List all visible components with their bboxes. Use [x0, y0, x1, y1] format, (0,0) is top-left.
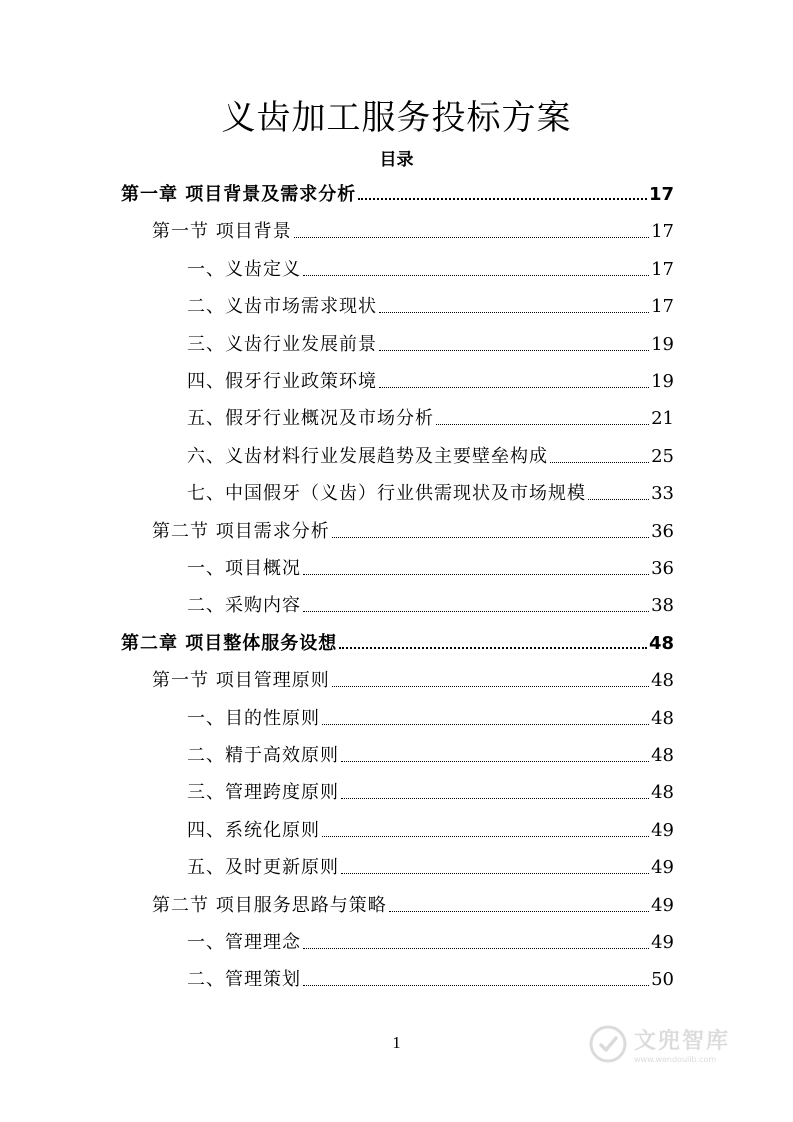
toc-entry[interactable] — [187, 554, 674, 580]
toc-leader-dots — [339, 647, 647, 649]
toc-entry-page: 48 — [651, 745, 674, 766]
toc-entry-page: 49 — [651, 857, 674, 878]
toc-entry[interactable] — [187, 292, 674, 318]
toc-entry[interactable] — [187, 928, 674, 954]
toc-entry[interactable] — [187, 704, 674, 730]
toc-leader-dots — [303, 275, 649, 276]
toc-leader-dots — [550, 462, 649, 463]
toc-entry[interactable] — [187, 853, 674, 879]
toc-entry-label: 三、管理跨度原则 — [187, 782, 339, 803]
page-number: 1 — [392, 1033, 401, 1052]
toc-entry[interactable] — [187, 367, 674, 393]
toc-heading: 目录 — [379, 150, 414, 170]
toc-entry-page: 50 — [651, 969, 674, 990]
toc-entry[interactable] — [187, 255, 674, 281]
toc-entry[interactable] — [187, 778, 674, 804]
toc-entry-page: 36 — [651, 558, 674, 579]
toc-entry-label: 第二节 项目服务思路与策略 — [152, 895, 387, 916]
toc-entry[interactable] — [187, 965, 674, 991]
toc-leader-dots — [322, 836, 649, 837]
toc-entry-label: 第一章 项目背景及需求分析 — [121, 184, 357, 205]
toc-entry-label: 六、义齿材料行业发展趋势及主要壁垒构成 — [187, 446, 548, 467]
toc-leader-dots — [341, 798, 649, 799]
toc-entry-label: 一、目的性原则 — [187, 708, 320, 729]
toc-entry[interactable] — [187, 404, 674, 430]
toc-entry-page: 49 — [651, 820, 674, 841]
toc-leader-dots — [341, 873, 649, 874]
document-title: 义齿加工服务投标方案 — [221, 98, 572, 138]
toc-leader-dots — [358, 198, 647, 200]
toc-entry[interactable] — [121, 180, 674, 206]
wendou-logo-icon — [588, 1024, 628, 1064]
toc-entry-page: 19 — [651, 334, 674, 355]
toc-entry-page: 48 — [648, 633, 674, 654]
toc-entry[interactable] — [152, 891, 674, 917]
toc-entry-page: 19 — [651, 371, 674, 392]
toc-entry-page: 17 — [651, 259, 674, 280]
toc-entry-label: 一、管理理念 — [187, 932, 301, 953]
toc-leader-dots — [303, 611, 649, 612]
toc-entry-label: 五、及时更新原则 — [187, 857, 339, 878]
toc-entry-label: 第二节 项目需求分析 — [152, 521, 330, 542]
toc-entry-page: 36 — [651, 521, 674, 542]
toc-leader-dots — [341, 761, 649, 762]
toc-entry-label: 二、管理策划 — [187, 969, 301, 990]
watermark-url: www.wendoulib.com — [634, 1055, 717, 1064]
toc-entry-label: 二、精于高效原则 — [187, 745, 339, 766]
toc-entry[interactable] — [187, 330, 674, 356]
toc-entry-page: 48 — [651, 782, 674, 803]
toc-leader-dots — [294, 237, 649, 238]
toc-entry-label: 五、假牙行业概况及市场分析 — [187, 408, 434, 429]
toc-entry-label: 一、项目概况 — [187, 558, 301, 579]
toc-leader-dots — [379, 350, 649, 351]
toc-entry-page: 17 — [651, 221, 674, 242]
toc-entry-label: 三、义齿行业发展前景 — [187, 334, 377, 355]
toc-entry[interactable] — [187, 479, 674, 505]
toc-entry[interactable] — [187, 741, 674, 767]
watermark — [588, 1018, 768, 1070]
toc-entry[interactable] — [152, 666, 674, 692]
toc-entry[interactable] — [187, 591, 674, 617]
toc-leader-dots — [322, 724, 649, 725]
toc-entry-page: 49 — [651, 895, 674, 916]
toc-leader-dots — [379, 312, 649, 313]
toc-leader-dots — [332, 537, 649, 538]
toc-entry-label: 二、义齿市场需求现状 — [187, 296, 377, 317]
toc-entry-label: 二、采购内容 — [187, 595, 301, 616]
toc-entry-page: 48 — [651, 708, 674, 729]
toc-leader-dots — [436, 424, 649, 425]
toc-entry[interactable] — [187, 816, 674, 842]
toc-entry-label: 四、系统化原则 — [187, 820, 320, 841]
toc-entry-page: 49 — [651, 932, 674, 953]
toc-leader-dots — [379, 387, 649, 388]
toc-leader-dots — [303, 948, 649, 949]
toc-entry-label: 四、假牙行业政策环境 — [187, 371, 377, 392]
toc-leader-dots — [303, 985, 649, 986]
toc-entry-label: 一、义齿定义 — [187, 259, 301, 280]
toc-entry-page: 25 — [651, 446, 674, 467]
watermark-text: 文兜智库 — [634, 1029, 731, 1054]
toc-entry-label: 第一节 项目管理原则 — [152, 670, 330, 691]
toc-entry[interactable] — [152, 517, 674, 543]
toc-entry[interactable] — [152, 217, 674, 243]
toc-entry-label: 第二章 项目整体服务设想 — [121, 633, 338, 654]
toc-entry-page: 48 — [651, 670, 674, 691]
toc-entry-page: 33 — [651, 483, 674, 504]
toc-leader-dots — [389, 911, 649, 912]
toc-entry-page: 17 — [648, 184, 674, 205]
toc-entry[interactable] — [187, 442, 674, 468]
toc-entry-label: 七、中国假牙（义齿）行业供需现状及市场规模 — [187, 483, 586, 504]
toc-entry-label: 第一节 项目背景 — [152, 221, 292, 242]
toc-entry-page: 38 — [651, 595, 674, 616]
toc-entry-page: 21 — [651, 408, 674, 429]
toc-leader-dots — [588, 499, 649, 500]
toc-entry[interactable] — [121, 629, 674, 655]
toc-entry-page: 17 — [651, 296, 674, 317]
toc-leader-dots — [303, 574, 649, 575]
toc-leader-dots — [332, 686, 649, 687]
